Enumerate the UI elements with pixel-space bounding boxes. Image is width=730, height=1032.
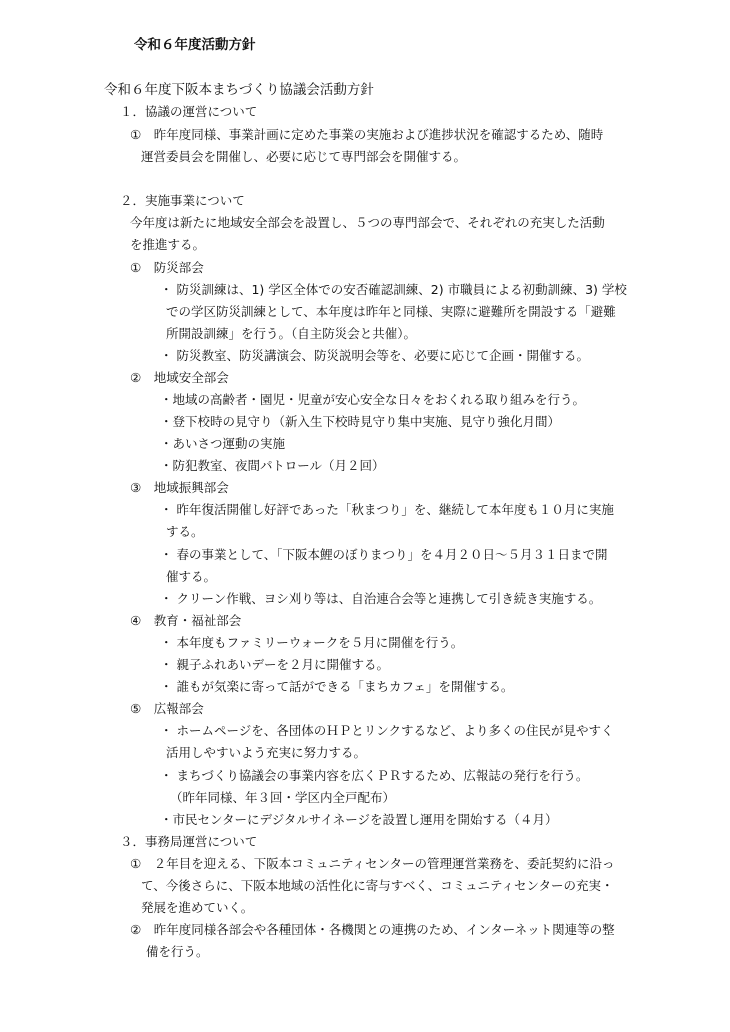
- safety-item-2: ・登下校時の見守り（新入生下校時見守り集中実施、見守り強化月間）: [160, 414, 561, 429]
- subsection-disaster-title: ① 防災部会: [130, 260, 204, 275]
- education-item-3: ・ 誰もが気楽に寄って話ができる「まちカフェ」を開催する。: [160, 679, 514, 694]
- section-3-item-1-line-3: 発展を進めていく。: [141, 900, 254, 915]
- section-2-intro-line-2: を推進する。: [130, 237, 206, 252]
- promotion-item-2-line-2: 催する。: [166, 569, 217, 584]
- section-1-title: １．協議の運営について: [120, 104, 258, 119]
- subsection-safety-title: ② 地域安全部会: [130, 370, 229, 385]
- section-3-item-1-line-2: て、今後さらに、下阪本地域の活性化に寄与すべく、コミュニティセンターの充実・: [141, 878, 614, 893]
- disaster-item-1-line-2: での学区防災訓練として、本年度は昨年と同様、実際に避難所を開設する「避難: [166, 304, 616, 319]
- pr-item-3: ・市民センターにデジタルサイネージを設置し運用を開始する（４月）: [160, 812, 558, 827]
- promotion-item-2-line-1: ・ 春の事業として、「下阪本鯉のぼりまつり」を４月２０日～５月３１日まで開: [160, 547, 608, 562]
- section-2-title: ２．実施事業について: [120, 193, 245, 208]
- section-2-intro-line-1: 今年度は新たに地域安全部会を設置し、５つの専門部会で、それぞれの充実した活動: [130, 215, 605, 230]
- subsection-education-title: ④ 教育・福祉部会: [130, 613, 242, 628]
- disaster-item-1-line-1: ・ 防災訓練は、1) 学区全体での安否確認訓練、2) 市職員による初動訓練、3) 学校: [160, 282, 627, 297]
- promotion-item-1-line-2: する。: [166, 524, 204, 539]
- safety-item-4: ・防犯教室、夜間パトロール（月２回）: [160, 458, 385, 473]
- document-subtitle: 令和６年度下阪本まちづくり協議会活動方針: [104, 82, 374, 98]
- safety-item-1: ・地域の高齢者・園児・児童が安心安全な日々をおくれる取り組みを行う。: [160, 392, 586, 407]
- education-item-1: ・ 本年度もファミリーウォークを５月に開催を行う。: [160, 635, 464, 650]
- pr-item-2-line-1: ・ まちづくり協議会の事業内容を広くＰＲするため、広報誌の発行を行う。: [160, 768, 589, 783]
- document-heading: 令和６年度活動方針: [134, 37, 256, 53]
- section-3-item-2-line-1: ② 昨年度同様各部会や各種団体・各機関との連携のため、インターネット関連等の整: [130, 922, 615, 937]
- pr-item-2-line-2: （昨年同様、年３回・学区内全戸配布）: [170, 790, 396, 805]
- pr-item-1-line-1: ・ ホームページを、各団体のＨＰとリンクするなど、より多くの住民が見やすく: [160, 723, 614, 738]
- section-3-item-2-line-2: 備を行う。: [146, 944, 209, 959]
- pr-item-1-line-2: 活用しやすいよう充実に努力する。: [166, 745, 367, 760]
- safety-item-3: ・あいさつ運動の実施: [160, 436, 286, 451]
- section-1-item-1-line-2: 運営委員会を開催し、必要に応じて専門部会を開催する。: [141, 149, 467, 164]
- disaster-item-2: ・ 防災教室、防災講演会、防災説明会等を、必要に応じて企画・開催する。: [160, 348, 589, 363]
- subsection-promotion-title: ③ 地域振興部会: [130, 480, 229, 495]
- disaster-item-1-line-3: 所開設訓練」を行う。（自主防災会と共催）。: [166, 326, 417, 341]
- promotion-item-1-line-1: ・ 昨年復活開催し好評であった「秋まつり」を、継続して本年度も１０月に実施: [160, 502, 614, 517]
- section-3-item-1-line-1: ① ２年目を迎える、下阪本コミュニティセンターの管理運営業務を、委託契約に沿っ: [130, 856, 615, 871]
- education-item-2: ・ 親子ふれあいデーを２月に開催する。: [160, 657, 389, 672]
- promotion-item-3: ・ クリーン作戦、ヨシ刈り等は、自治連合会等と連携して引き続き実施する。: [160, 591, 602, 606]
- section-3-title: ３．事務局運営について: [120, 834, 258, 849]
- section-1-item-1-line-1: ① 昨年度同様、事業計画に定めた事業の実施および進捗状況を確認するため、随時: [130, 127, 604, 142]
- subsection-pr-title: ⑤ 広報部会: [130, 701, 204, 716]
